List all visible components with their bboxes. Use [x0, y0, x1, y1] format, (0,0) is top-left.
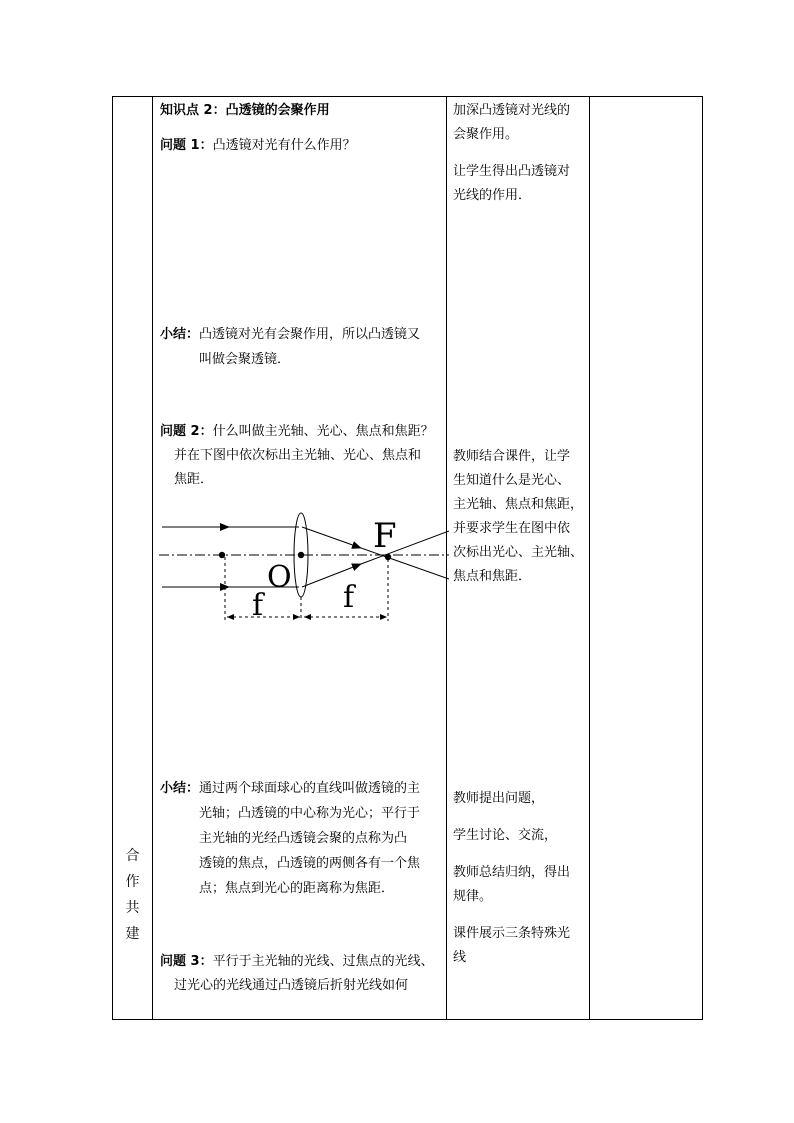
question-label: 问题 2： — [160, 424, 213, 439]
optical-center-point — [298, 552, 304, 558]
question-label: 问题 1： — [160, 138, 213, 153]
refracted-ray-top-arrow — [302, 527, 361, 548]
stage-label — [113, 843, 152, 947]
summary-2 — [160, 777, 420, 801]
summary-1 — [160, 323, 420, 347]
activity-text: 让学生得出凸透镜对 — [453, 164, 571, 179]
stage-char — [113, 843, 152, 947]
dimension-arrowhead — [380, 614, 387, 620]
question-text: 过光心的光线通过凸透镜后折射光线如何 — [174, 978, 409, 993]
optical-center-label: O — [267, 560, 292, 595]
activity-text: 会聚作用。 — [453, 127, 519, 142]
question-text: 焦距． — [174, 472, 214, 487]
activity-text: 规律。 — [453, 889, 493, 904]
activity-text: 光线的作用． — [453, 188, 532, 203]
summary-text: 光轴；凸透镜的中心称为光心；平行于 — [199, 806, 421, 821]
column-divider — [589, 97, 590, 1019]
activity-text: 生知道什么是光心、 — [453, 473, 571, 488]
stage-char: 共 — [125, 900, 140, 916]
column-divider — [152, 97, 153, 1019]
question-text: 并在下图中依次标出主光轴、光心、焦点和 — [174, 448, 422, 463]
summary-text: 主光轴的光经凸透镜会聚的点称为凸 — [199, 831, 408, 846]
activity-text: 并要求学生在图中依 — [453, 521, 571, 536]
question-text: 凸透镜对光有什么作用？ — [212, 138, 356, 153]
summary-text: 点；焦点到光心的距离称为焦距． — [199, 881, 395, 896]
question-label: 问题 3： — [160, 954, 213, 969]
summary-text: 通过两个球面球心的直线叫做透镜的主 — [199, 781, 421, 796]
activity-text: 教师总结归纳，得出 — [453, 865, 571, 880]
question-3 — [160, 950, 434, 974]
knowledge-point-title: 知识点 2：凸透镜的会聚作用 — [160, 103, 330, 118]
dimension-arrowhead — [293, 614, 300, 620]
activity-text: 主光轴、焦点和焦距， — [453, 497, 584, 512]
stage-char: 建 — [125, 926, 140, 942]
question-2 — [160, 420, 434, 444]
lesson-plan-table — [112, 96, 703, 1020]
activity-text: 课件展示三条特殊光 — [453, 926, 571, 941]
summary-label: 小结： — [160, 327, 200, 342]
summary-text: 透镜的焦点，凸透镜的两侧各有一个焦 — [199, 856, 421, 871]
dimension-arrowhead — [227, 614, 234, 620]
dimension-arrowhead — [304, 614, 311, 620]
convex-lens-diagram — [159, 507, 449, 632]
stage-char: 作 — [125, 874, 140, 890]
activity-text: 次标出光心、主光轴、 — [453, 545, 584, 560]
question-1 — [160, 134, 356, 158]
focal-length-label: f — [343, 580, 355, 615]
question-text: 平行于主光轴的光线、过焦点的光线、 — [212, 954, 434, 969]
summary-label: 小结： — [160, 781, 200, 796]
summary-text: 叫做会聚透镜． — [199, 352, 291, 367]
activity-text: 教师结合课件，让学 — [453, 449, 571, 464]
activity-text: 教师提出问题， — [453, 791, 545, 806]
stage-column — [113, 97, 152, 1019]
activity-text: 焦点和焦距． — [453, 569, 532, 584]
activity-text: 加深凸透镜对光线的 — [453, 103, 571, 118]
focus-label: F — [373, 516, 397, 556]
focal-length-label: f — [252, 588, 264, 623]
left-focal-point — [219, 552, 225, 558]
summary-text: 凸透镜对光有会聚作用，所以凸透镜又 — [199, 327, 421, 342]
activity-text: 线 — [453, 950, 467, 965]
activity-text: 学生讨论、交流， — [453, 828, 558, 843]
stage-char: 合 — [125, 848, 140, 864]
question-text: 什么叫做主光轴、光心、焦点和焦距？ — [212, 424, 434, 439]
